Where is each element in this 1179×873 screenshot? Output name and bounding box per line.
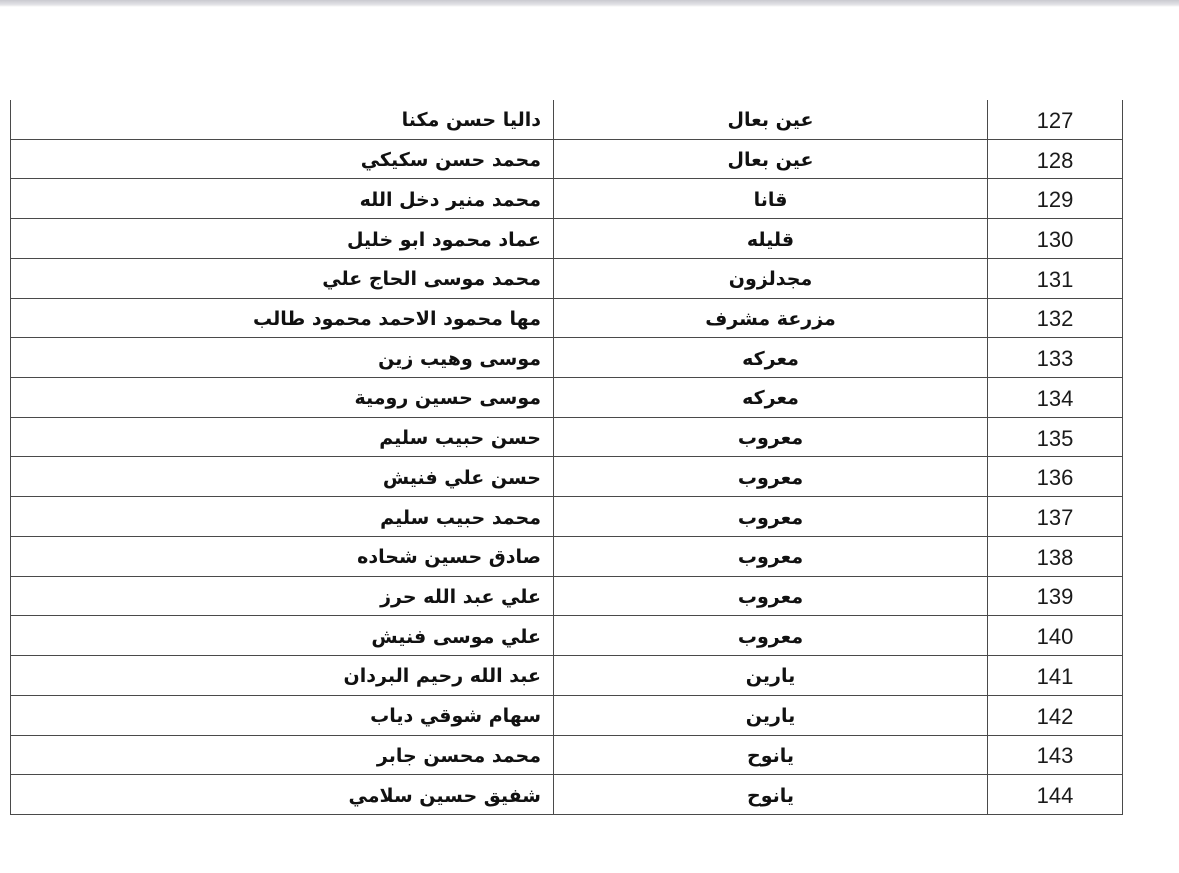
row-number-cell: 141 (1036, 663, 1074, 689)
row-number-cell: 137 (1036, 505, 1074, 531)
name-cell: محمد منير دخل الله (11, 179, 554, 218)
village-cell: معروب (554, 457, 988, 496)
top-edge-shadow (0, 0, 1179, 7)
name-cell: محمد حبيب سليم (11, 497, 554, 536)
village-cell: معركه (554, 338, 988, 377)
table-row (11, 577, 1122, 617)
name-cell: موسى حسين رومية (11, 378, 554, 417)
name-cell: علي موسى فنيش (11, 616, 554, 655)
name-cell: سهام شوقي دياب (11, 696, 554, 735)
village-cell: معروب (554, 418, 988, 457)
table-row (11, 775, 1122, 815)
table-row (11, 418, 1122, 458)
table-row (11, 259, 1122, 299)
row-number-cell: 136 (1036, 465, 1074, 491)
row-number-cell: 133 (1036, 346, 1074, 372)
table-row (11, 140, 1122, 180)
village-cell: قانا (554, 179, 988, 218)
row-number-cell: 134 (1036, 385, 1074, 411)
table-row (11, 299, 1122, 339)
name-cell: محمد موسى الحاج علي (11, 259, 554, 298)
table-row (11, 219, 1122, 259)
row-number-cell: 131 (1036, 266, 1074, 292)
village-cell: يانوح (554, 775, 988, 814)
table-row (11, 100, 1122, 140)
name-cell: علي عبد الله حرز (11, 577, 554, 616)
village-cell: عين بعال (554, 100, 988, 139)
table-row (11, 179, 1122, 219)
table-row (11, 616, 1122, 656)
village-cell: قليله (554, 219, 988, 258)
village-cell: يانوح (554, 736, 988, 775)
table-row (11, 696, 1122, 736)
row-number-cell: 129 (1036, 187, 1074, 213)
row-number-cell: 130 (1036, 227, 1074, 253)
row-number-cell: 127 (1036, 107, 1074, 133)
village-cell: معروب (554, 537, 988, 576)
row-number-cell: 142 (1036, 703, 1074, 729)
name-cell: حسن حبيب سليم (11, 418, 554, 457)
table-row (11, 457, 1122, 497)
row-number-cell: 132 (1036, 306, 1074, 332)
name-cell: مها محمود الاحمد محمود طالب (11, 299, 554, 338)
name-cell: صادق حسين شحاده (11, 537, 554, 576)
row-number-cell: 139 (1036, 584, 1074, 610)
village-cell: عين بعال (554, 140, 988, 179)
table-body (11, 100, 1122, 815)
name-cell: محمد حسن سكيكي (11, 140, 554, 179)
row-number-cell: 135 (1036, 425, 1074, 451)
village-cell: معروب (554, 577, 988, 616)
row-number-cell: 144 (1036, 783, 1074, 809)
village-cell: معركه (554, 378, 988, 417)
table-row (11, 338, 1122, 378)
table-row (11, 656, 1122, 696)
name-cell: حسن علي فنيش (11, 457, 554, 496)
village-cell: مزرعة مشرف (554, 299, 988, 338)
name-cell: موسى وهيب زين (11, 338, 554, 377)
row-number-cell: 128 (1036, 147, 1074, 173)
village-cell: معروب (554, 616, 988, 655)
table-row (11, 537, 1122, 577)
name-cell: محمد محسن جابر (11, 736, 554, 775)
village-cell: معروب (554, 497, 988, 536)
village-cell: يارين (554, 696, 988, 735)
name-cell: عماد محمود ابو خليل (11, 219, 554, 258)
table-row (11, 736, 1122, 776)
row-number-cell: 143 (1036, 743, 1074, 769)
row-number-cell: 138 (1036, 544, 1074, 570)
name-cell: شفيق حسين سلامي (11, 775, 554, 814)
name-cell: عبد الله رحيم البردان (11, 656, 554, 695)
village-cell: يارين (554, 656, 988, 695)
row-number-cell: 140 (1036, 624, 1074, 650)
table-row (11, 497, 1122, 537)
village-cell: مجدلزون (554, 259, 988, 298)
names-table (10, 100, 1123, 815)
table-row (11, 378, 1122, 418)
name-cell: داليا حسن مكنا (11, 100, 554, 139)
